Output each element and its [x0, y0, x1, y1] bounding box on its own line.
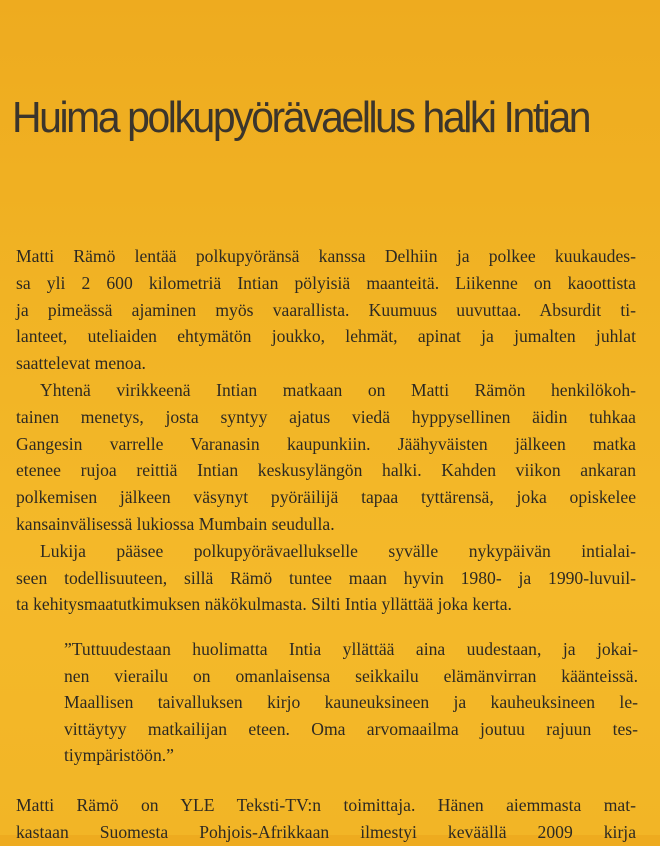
quote-line: ”Tuttuudestaan huolimatta Intia yllättää aina uudestaan, ja jokai- [64, 639, 638, 659]
bio-line: kastaan Suomesta Pohjois-Afrikkaan ilmestyi keväällä 2009 kirja [16, 821, 636, 842]
paragraph-1 [16, 243, 636, 377]
text-line: lanteet, uteliaiden ehtymätön joukko, lehmät, apinat ja jumalten juhlat [16, 326, 636, 347]
text-line: Gangesin varrelle Varanasin kaupunkiin. Jäähyväisten jälkeen matka [16, 433, 636, 454]
description-text [16, 243, 636, 618]
author-quote [64, 636, 638, 769]
bio-line: Matti Rämö on YLE Teksti-TV:n toimittaja. Hänen aiemmasta mat- [16, 795, 636, 815]
text-line: Yhtenä virikkeenä Intian matkaan on Matti Rämön henkilökoh- [40, 379, 636, 400]
text-line: Lukija pääsee polkupyörävaellukselle syvälle nykypäivän intialai- [40, 540, 636, 561]
text-line: polkemisen jälkeen väsynyt pyöräilijä tapaa tyttärensä, joka opiskelee [16, 487, 636, 508]
text-line: etenee rujoa reittiä Intian keskusylängön halki. Kahden viikon ankaran [16, 460, 636, 481]
author-bio [16, 792, 636, 846]
text-line: saattelevat menoa. [16, 353, 146, 374]
quote-line: tiympäristöön.” [64, 745, 174, 766]
text-line: kansainvälisessä lukiossa Mumbain seudulla. [16, 513, 335, 534]
paragraph-2 [16, 377, 636, 538]
quote-line: nen vierailu on omanlaisensa seikkailu elämänvirran käänteissä. [64, 665, 638, 686]
text-line: Matti Rämö lentää polkupyöränsä kanssa Delhiin ja polkee kuukaudes- [16, 246, 636, 266]
quote-line: vittäytyy matkailijan eteen. Oma arvomaailma joutuu rajuun tes- [64, 718, 638, 739]
text-line: tainen menetys, josta syntyy ajatus viedä hyppysellinen äidin tuhkaa [16, 406, 636, 427]
text-line: ta kehitysmaatutkimuksen näkökulmasta. Silti Intia yllättää joka kerta. [16, 594, 512, 615]
text-line: seen todellisuuteen, sillä Rämö tuntee maan hyvin 1980- ja 1990-luvuil- [16, 567, 636, 588]
paragraph-3 [16, 538, 636, 618]
quote-line: Maallisen taivalluksen kirjo kauneuksineen ja kauheuksineen le- [64, 692, 638, 713]
text-line: ja pimeässä ajaminen myös vaarallista. Kuumuus uuvuttaa. Absurdit ti- [16, 299, 636, 320]
cover-title: Huima polkupyörävaellus halki Intian [12, 93, 590, 142]
text-line: sa yli 2 600 kilometriä Intian pölyisiä maanteitä. Liikenne on kaoottista [16, 272, 636, 293]
